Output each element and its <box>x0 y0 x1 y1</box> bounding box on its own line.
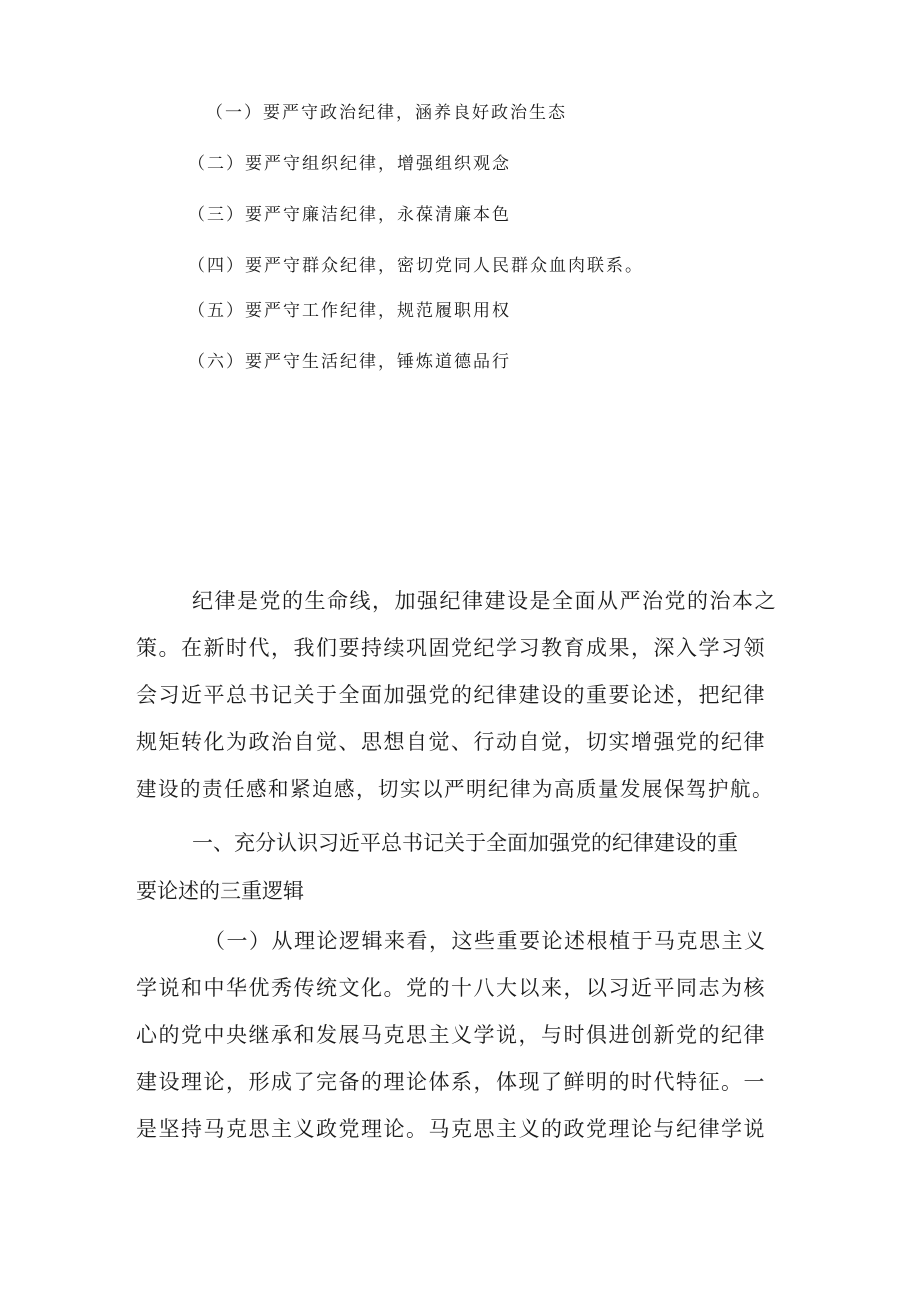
intro-line-3: 会习近平总书记关于全面加强党的纪律建设的重要论述，把纪律 <box>136 683 766 707</box>
outline-item-6: （六）要严守生活纪律，锤炼道德品行 <box>188 352 511 372</box>
intro-paragraph <box>136 578 786 813</box>
outline-item-1: （一）要严守政治纪律，涵养良好政治生态 <box>206 103 567 123</box>
section-heading <box>136 819 796 915</box>
section-line-5: 是坚持马克思主义政党理论。马克思主义的政党理论与纪律学说 <box>136 1117 766 1141</box>
heading-line-2: 要论述的三重逻辑 <box>136 879 304 903</box>
outline-item-3: （三）要严守廉洁纪律，永葆清廉本色 <box>188 205 511 225</box>
section-line-3: 心的党中央继承和发展马克思主义学说，与时俱进创新党的纪律 <box>136 1023 766 1047</box>
section-line-1: （一）从理论逻辑来看，这些重要论述根植于马克思主义 <box>204 929 767 953</box>
intro-line-4: 规矩转化为政治自觉、思想自觉、行动自觉，切实增强党的纪律 <box>136 730 766 754</box>
heading-line-1: 一、充分认识习近平总书记关于全面加强党的纪律建设的重 <box>192 831 738 855</box>
intro-line-5: 建设的责任感和紧迫感，切实以严明纪律为高质量发展保驾护航。 <box>136 777 774 801</box>
section-line-2: 学说和中华优秀传统文化。党的十八大以来，以习近平同志为核 <box>136 976 766 1000</box>
section-paragraph <box>136 918 786 1153</box>
section-line-4: 建设理论，形成了完备的理论体系，体现了鲜明的时代特征。一 <box>136 1070 766 1094</box>
outline-item-5: （五）要严守工作纪律，规范履职用权 <box>188 301 511 321</box>
outline-item-4: （四）要严守群众纪律，密切党同人民群众血肉联系。 <box>188 256 644 276</box>
intro-line-2: 策。在新时代，我们要持续巩固党纪学习教育成果，深入学习领 <box>136 636 766 660</box>
outline-item-2: （二）要严守组织纪律，增强组织观念 <box>188 154 511 174</box>
intro-line-1: 纪律是党的生命线，加强纪律建设是全面从严治党的治本之 <box>192 589 777 613</box>
